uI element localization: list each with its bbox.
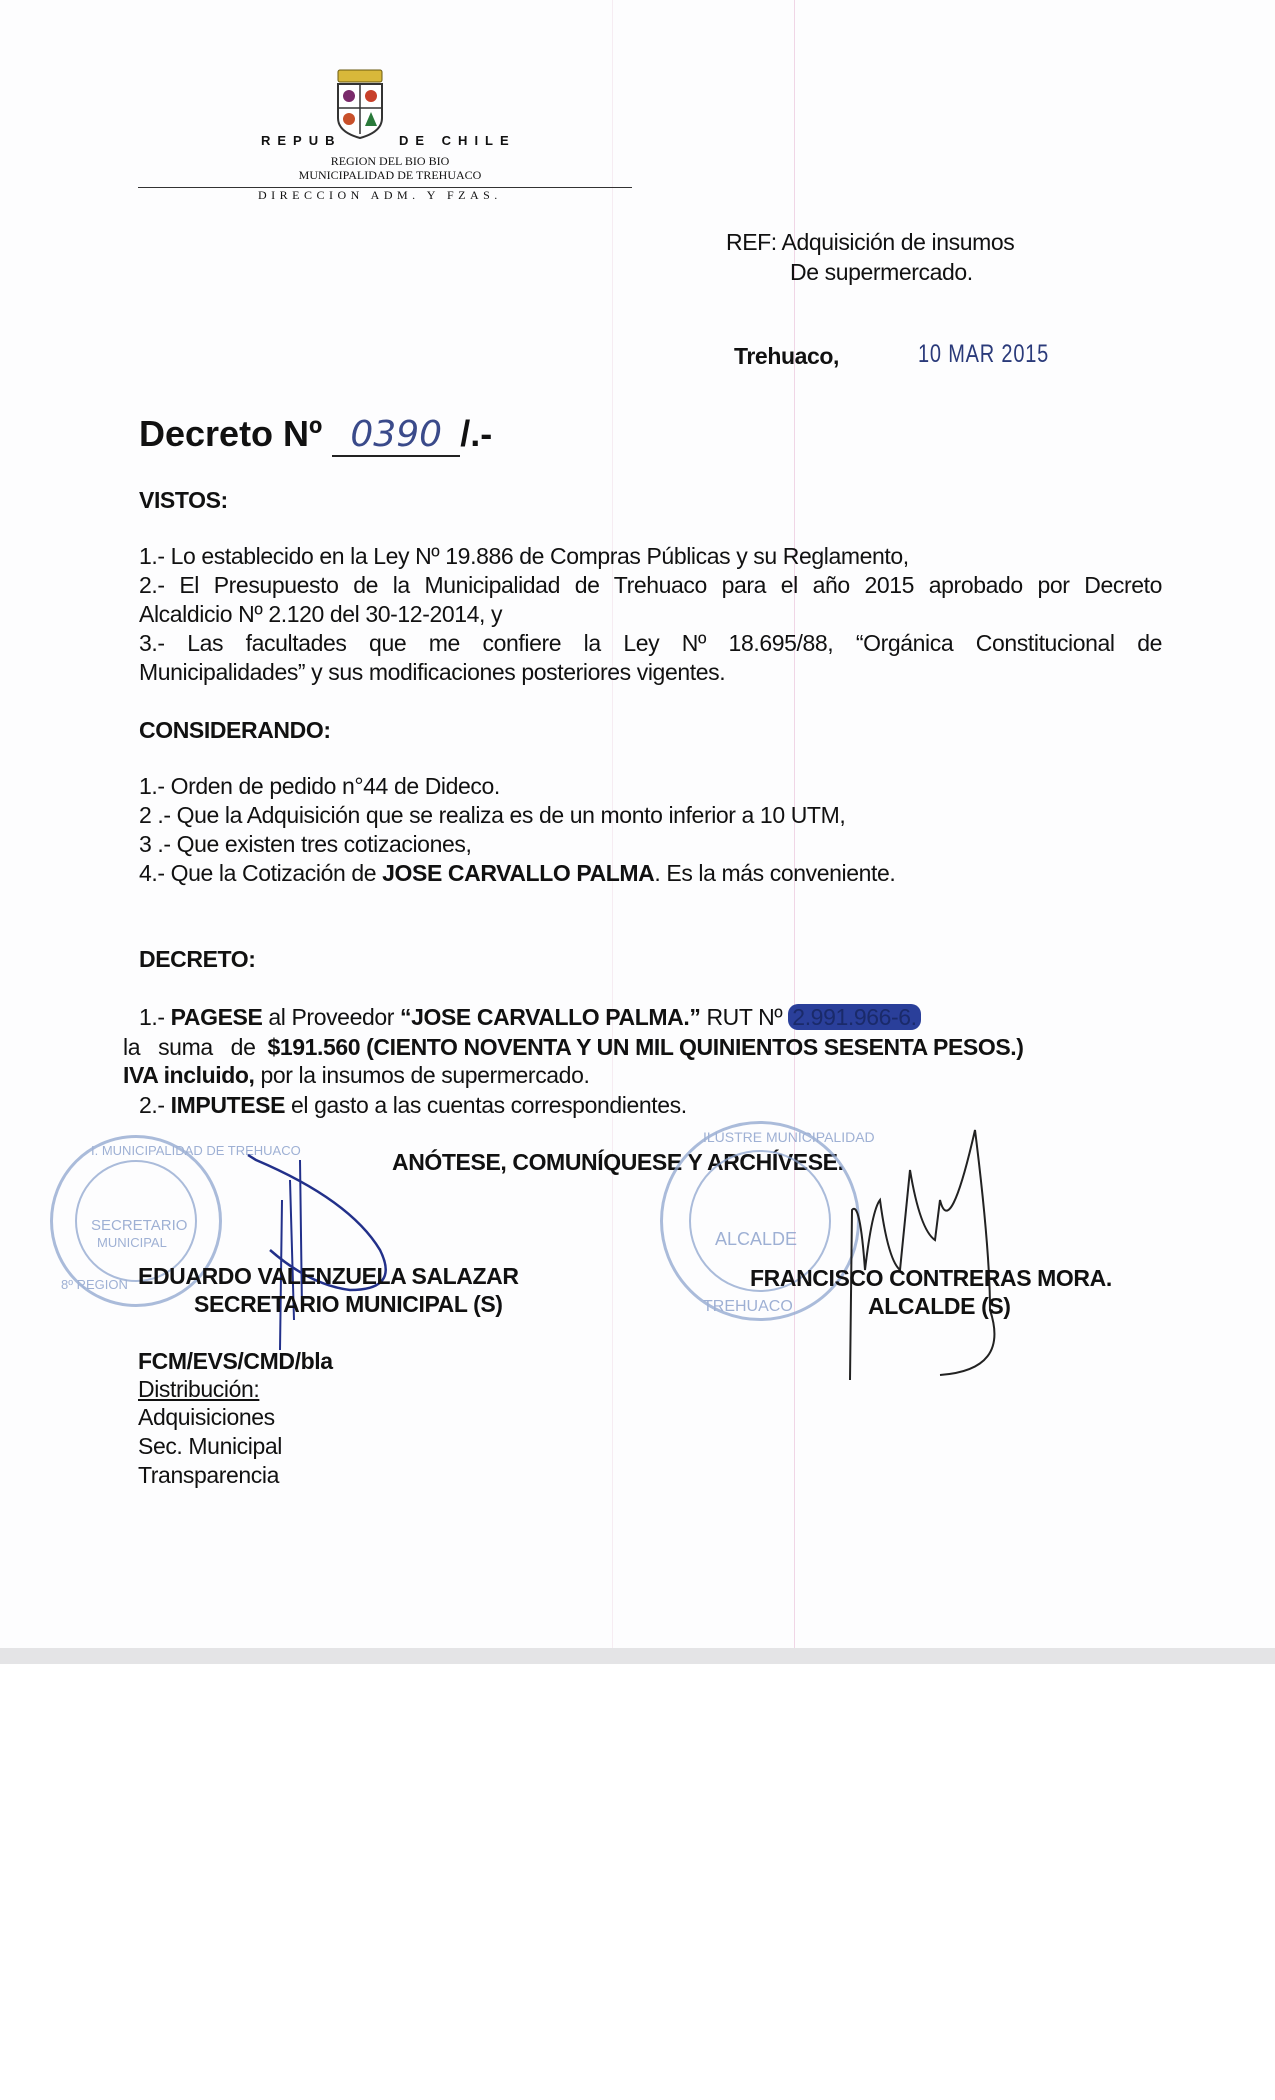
considerando-line (139, 860, 895, 887)
vistos-line: 3.- Las facultades que me confiere la Ley Nº 18.695/88, “Orgánica Constitucional de (139, 630, 1162, 656)
supplier-name: “JOSE CARVALLO PALMA.” (400, 1004, 701, 1030)
vistos-line: Municipalidades” y sus modificaciones posteriores vigentes. (139, 659, 726, 685)
decreto-item-1 (139, 1004, 921, 1031)
secretary-signature (230, 1120, 410, 1360)
text: 4.- Que la Cotización de (139, 860, 383, 886)
vistos-line: 2.- El Presupuesto de la Municipalidad de Trehuaco para el año 2015 aprobado por Decreto (139, 572, 1162, 598)
country-left: REPUB (261, 133, 342, 148)
stamp-ring-text: I. MUNICIPALIDAD DE TREHUACO (91, 1143, 301, 1158)
stamp-center: ALCALDE (715, 1229, 798, 1249)
considerando-line: 1.- Orden de pedido n°44 de Dideco. (139, 773, 500, 799)
vistos-line: 1.- Lo establecido en la Ley Nº 19.886 de Compras Públicas y su Reglamento, (139, 543, 909, 569)
considerando-heading: CONSIDERANDO: (139, 717, 331, 743)
closing: ANÓTESE, COMUNÍQUESE Y ARCHÍVESE. (392, 1149, 844, 1175)
distribution-item: Transparencia (138, 1462, 279, 1488)
decree-suffix: /.- (460, 413, 493, 454)
signatory-title: SECRETARIO MUNICIPAL (S) (194, 1291, 503, 1317)
municipal-crest-logo (332, 68, 388, 140)
country-right: DE CHILE (399, 133, 516, 148)
decree-number: 0390 (332, 414, 460, 457)
considerando-line: 2 .- Que la Adquisición que se realiza es de un monto inferior a 10 UTM, (139, 802, 846, 828)
text: 2.- (139, 1092, 171, 1118)
text: PAGESE (170, 1004, 263, 1030)
decreto-item-2 (139, 1092, 687, 1119)
mayor-signature (840, 1110, 1080, 1390)
stamp-ring-text: ILUSTRE MUNICIPALIDAD (703, 1129, 875, 1145)
vistos-line: Alcaldicio Nº 2.120 del 30-12-2014, y (139, 601, 503, 627)
text: 1.- (139, 1004, 171, 1030)
considerando-line: 3 .- Que existen tres cotizaciones, (139, 831, 472, 857)
date-stamp: 10 MAR 2015 (918, 340, 1050, 368)
supplier-name: JOSE CARVALLO PALMA (382, 860, 655, 886)
text: la suma de (123, 1034, 268, 1060)
distribution-label: Distribución: (138, 1376, 260, 1402)
distribution-item: Sec. Municipal (138, 1433, 282, 1459)
municipality: MUNICIPALIDAD DE TREHUACO (298, 168, 482, 182)
signatory-title: ALCALDE (S) (868, 1293, 1011, 1319)
decreto-item-1-amount (123, 1034, 1024, 1061)
distribution-item: Adquisiciones (138, 1404, 275, 1430)
decree-title (139, 413, 492, 457)
signatory-name: EDUARDO VALENZUELA SALAZAR (138, 1263, 519, 1289)
decreto-heading: DECRETO: (139, 946, 256, 972)
amount: $191.560 (CIENTO NOVENTA Y UN MIL QUINIENTOS SESENTA PESOS.) (267, 1034, 1024, 1060)
initials: FCM/EVS/CMD/bla (138, 1348, 333, 1374)
place: Trehuaco, (734, 343, 840, 369)
ref-line-2: De supermercado. (790, 259, 973, 285)
vistos-heading: VISTOS: (139, 487, 228, 513)
redacted-rut: 2.991.966-6. (788, 1004, 920, 1030)
signatory-name: FRANCISCO CONTRERAS MORA. (750, 1265, 1112, 1291)
stamp-bottom: 8º REGION (61, 1277, 128, 1292)
scan-edge (0, 1648, 1275, 1664)
department: DIRECCION ADM. Y FZAS. (258, 188, 502, 202)
ref-line-1: REF: Adquisición de insumos (726, 229, 1015, 255)
text: el gasto a las cuentas correspondientes. (285, 1092, 687, 1118)
text: . Es la más conveniente. (654, 860, 896, 886)
text: IMPUTESE (170, 1092, 286, 1118)
decreto-item-1-iva (123, 1062, 589, 1089)
stamp-center: SECRETARIO (91, 1217, 188, 1234)
text: IVA incluido, (123, 1062, 255, 1088)
stamp-bottom: TREHUACO (703, 1298, 793, 1315)
region: REGION DEL BIO BIO (330, 154, 450, 168)
stamp-center: MUNICIPAL (97, 1235, 167, 1250)
text: RUT Nº (700, 1004, 789, 1030)
text: por la insumos de supermercado. (254, 1062, 590, 1088)
decree-label: Decreto Nº (139, 413, 323, 454)
text: al Proveedor (262, 1004, 400, 1030)
